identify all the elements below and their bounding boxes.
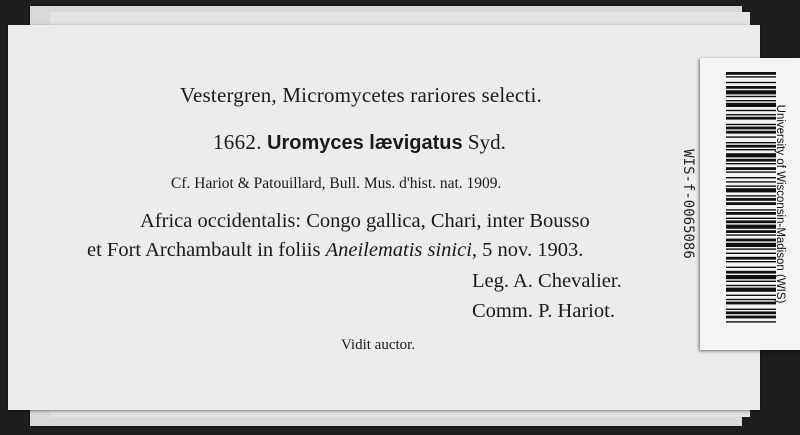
barcode-bar <box>726 163 776 164</box>
taxon-author: Syd. <box>467 130 506 154</box>
barcode-bar <box>726 275 776 279</box>
barcode-bar <box>726 248 776 249</box>
barcode-bar <box>726 145 776 148</box>
barcode-bar <box>726 110 776 111</box>
barcode-bar <box>726 288 776 292</box>
barcode-bar <box>726 309 776 310</box>
barcode-card <box>680 58 800 350</box>
barcode-bar <box>726 218 776 219</box>
specimen-id: WIS-f-0065086 <box>680 149 696 259</box>
barcode-bar <box>726 316 776 319</box>
barcode-bar <box>726 177 776 178</box>
host-name: Aneilematis sinici <box>325 239 472 261</box>
taxon-name: Uromyces lævigatus <box>267 132 463 154</box>
barcode-bar <box>726 136 776 137</box>
barcode-bar <box>726 72 776 75</box>
barcode-bar <box>726 142 776 143</box>
barcode-bar <box>726 181 776 182</box>
barcode-bar <box>726 243 776 247</box>
barcode-bar <box>726 230 776 233</box>
barcode-bar <box>726 153 776 157</box>
locality-line-2 <box>87 239 583 262</box>
locality-line-2-start: et Fort Archambault in foliis <box>87 239 321 261</box>
collector: Leg. A. Chevalier. <box>472 270 622 292</box>
barcode-bar <box>726 209 776 210</box>
barcode-bar <box>726 100 776 101</box>
barcode-bar <box>726 167 776 170</box>
barcode-bar <box>726 281 776 282</box>
barcode-bar <box>726 86 776 89</box>
verification-note: Vidit auctor. <box>341 337 416 353</box>
barcode-bar <box>726 225 776 229</box>
barcode-bar <box>726 295 776 296</box>
barcode-bar <box>726 220 776 223</box>
communicator: Comm. P. Hariot. <box>472 300 615 322</box>
barcode-bar <box>726 188 776 192</box>
barcode-bar <box>726 285 776 286</box>
locality-line-2-end: , 5 nov. 1903. <box>471 239 584 261</box>
barcode-bar <box>726 302 776 305</box>
citation: Cf. Hariot & Patouillard, Bull. Mus. d'hist. nat. 1909. <box>171 175 502 192</box>
barcode-bar <box>726 271 776 274</box>
barcode-bar <box>726 82 776 83</box>
barcode-bar <box>726 149 776 150</box>
barcode-bar <box>726 253 776 254</box>
barcode-bar <box>726 239 776 242</box>
barcode-bar <box>726 127 776 130</box>
barcode-bar <box>726 261 776 262</box>
barcode-bar <box>726 114 776 115</box>
barcode-bar <box>726 257 776 260</box>
barcode-bar <box>726 311 776 314</box>
barcode-bar <box>726 90 776 94</box>
barcode-bar <box>726 267 776 268</box>
barcode-bar <box>726 131 776 134</box>
barcode-bar <box>726 198 776 201</box>
barcode-bar <box>726 76 776 77</box>
barcode-bar <box>726 212 776 215</box>
barcode-bar <box>726 159 776 162</box>
locality-line-1: Africa occidentalis: Congo gallica, Chari, inter Bousso <box>140 210 590 232</box>
barcode-bar <box>726 124 776 125</box>
barcode-bar <box>726 195 776 196</box>
barcode-bar <box>726 202 776 205</box>
barcode-bar <box>726 96 776 97</box>
barcode-bar <box>726 299 776 300</box>
taxon-line <box>213 130 506 155</box>
barcode-bar <box>726 171 776 172</box>
barcode-bar <box>726 234 776 235</box>
institution-name: University of Wisconsin-Madison (WIS) <box>774 104 786 304</box>
barcode-bar <box>726 185 776 186</box>
exsiccata-number: 1662. <box>213 130 262 154</box>
barcode-bar <box>726 321 776 322</box>
series-title: Vestergren, Micromycetes rariores selecti. <box>180 83 542 107</box>
specimen-label <box>8 25 760 410</box>
barcode-bar <box>726 103 776 107</box>
barcode <box>726 70 776 328</box>
barcode-bar <box>726 117 776 120</box>
